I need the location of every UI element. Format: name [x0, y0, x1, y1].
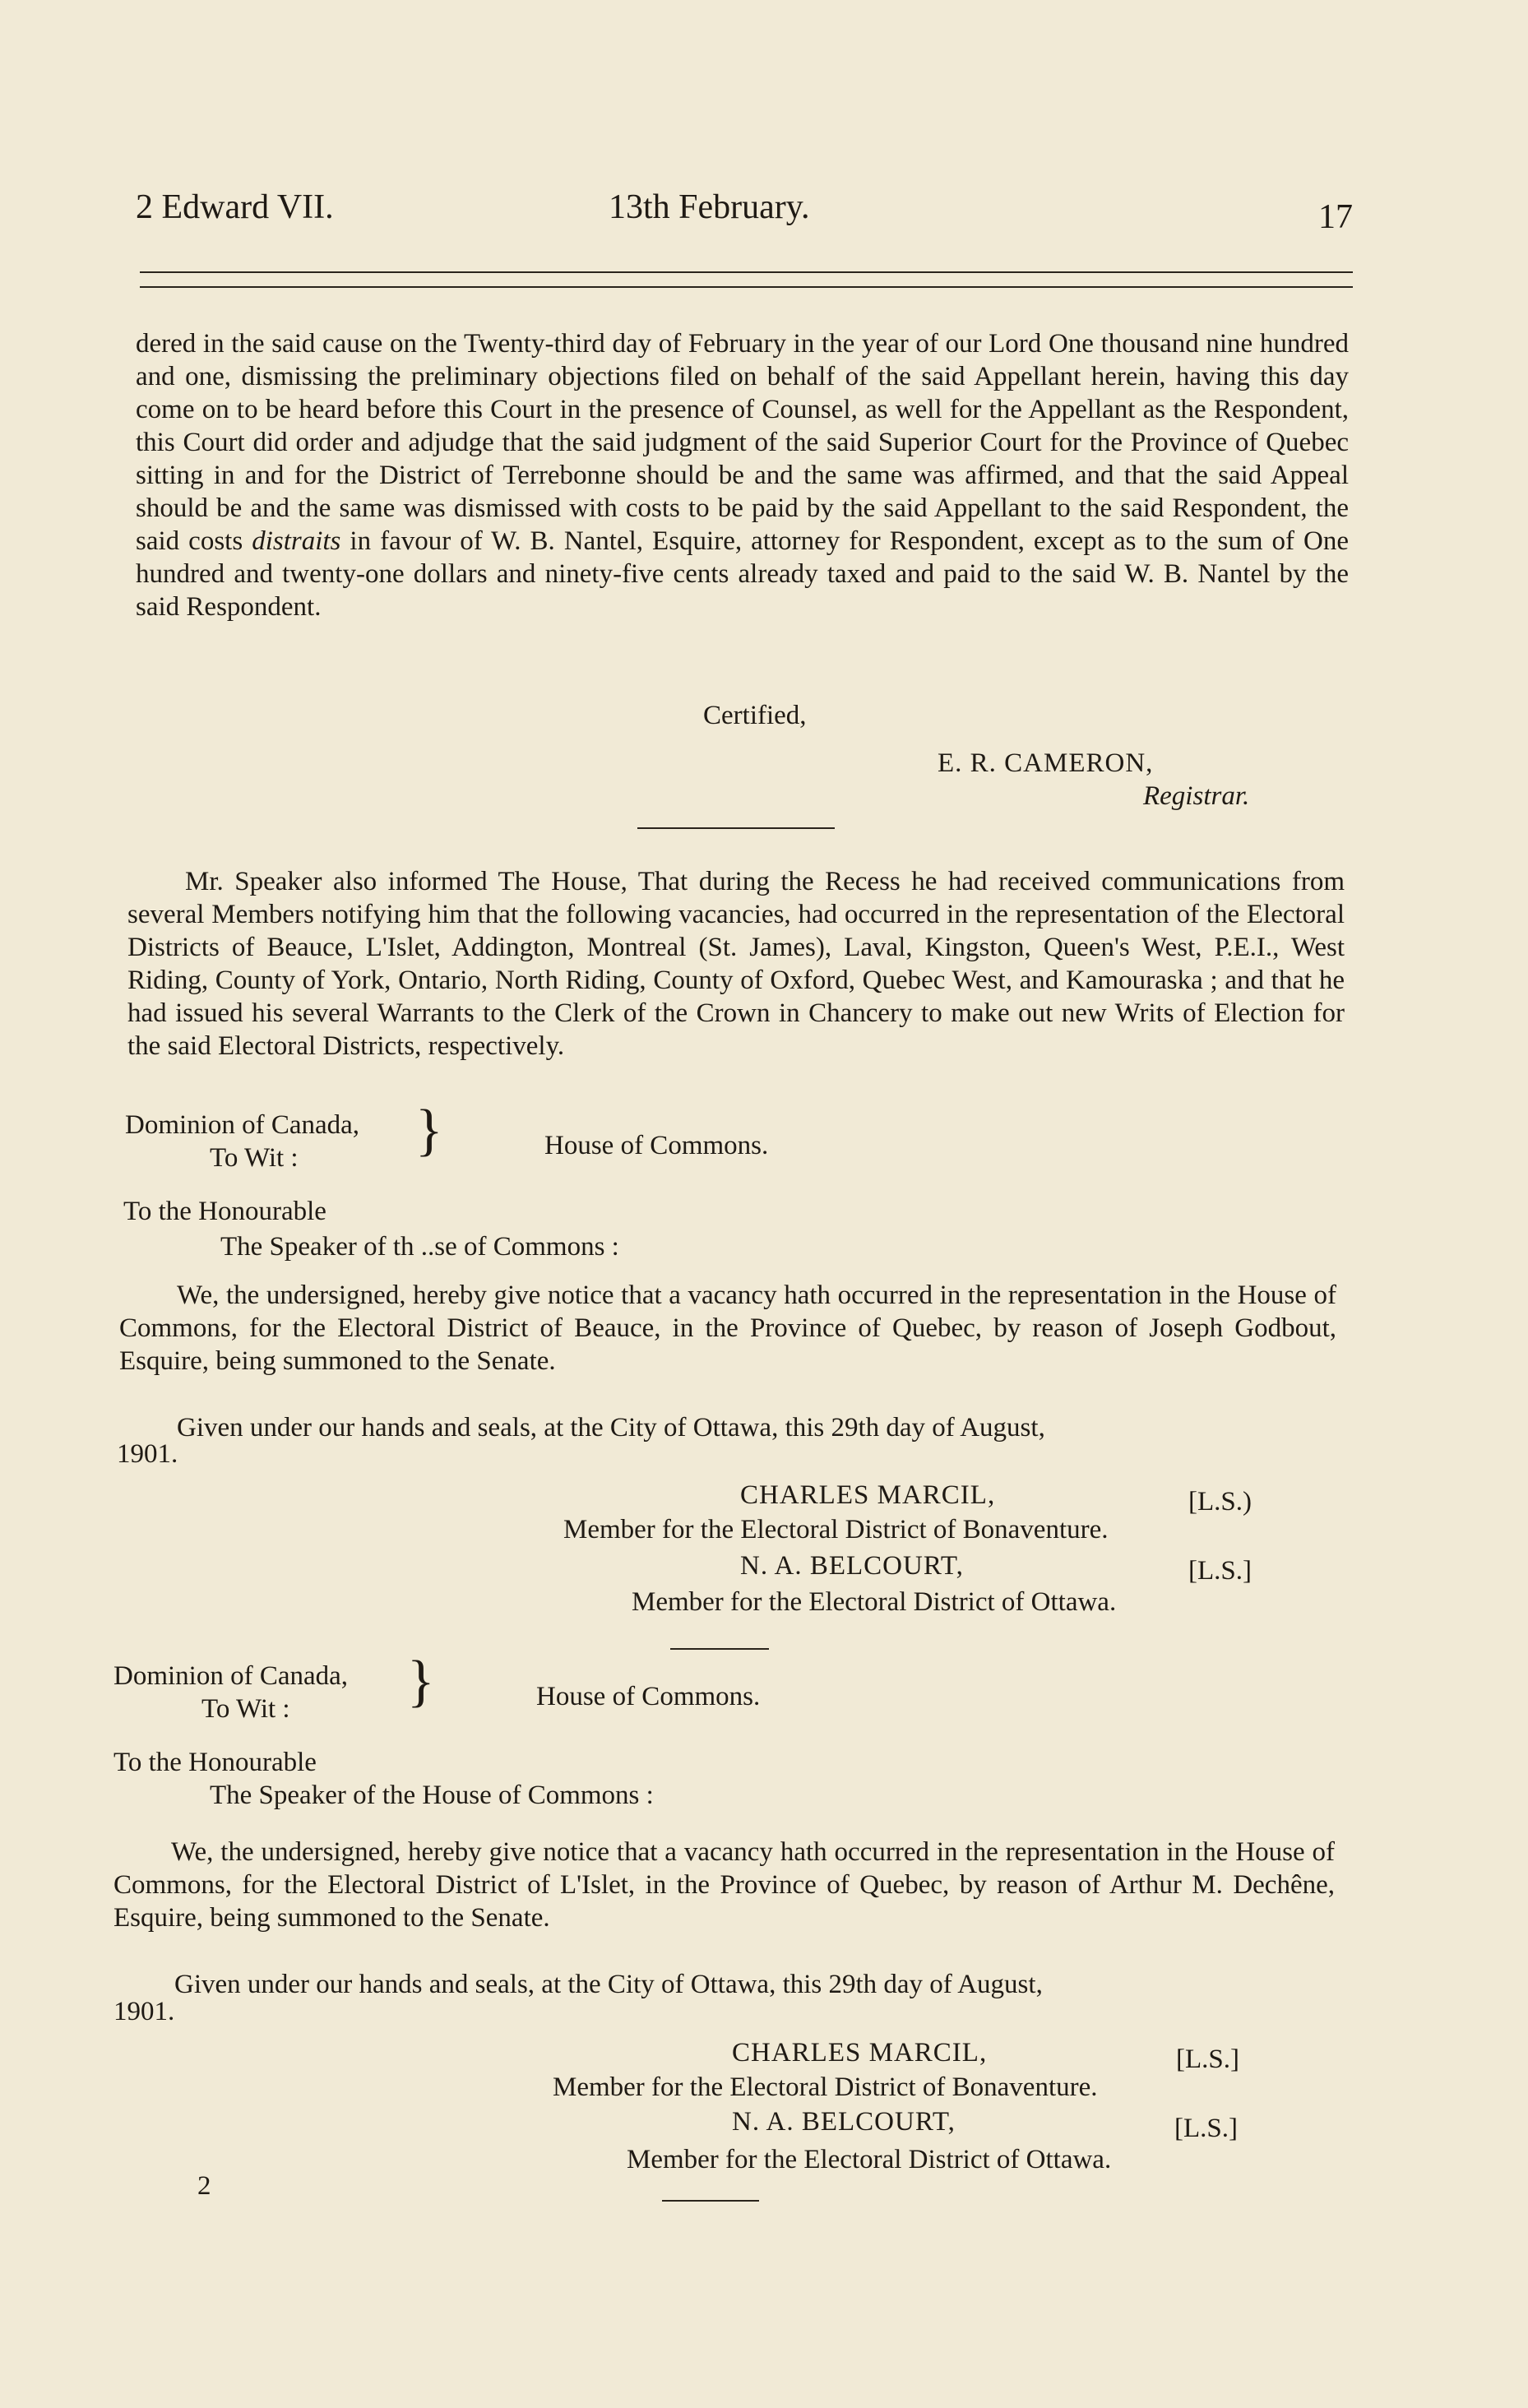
- notice1-speaker: The Speaker of th ..se of Commons :: [220, 1232, 619, 1262]
- notice1-sig2-member: Member for the Electoral District of Ottawa.: [632, 1587, 1117, 1617]
- notice2-sig1-name: CHARLES MARCIL,: [732, 2038, 988, 2068]
- notice1-house: House of Commons.: [544, 1131, 769, 1160]
- registrar-title: Registrar.: [1143, 781, 1250, 811]
- speaker-paragraph: Mr. Speaker also informed The House, That during the Recess he had received communications from several Members notifying him that the following vacancies, had occurred in the representation of the Electoral Districts of Beauce, L'Islet, Addington, Montreal (St. James), Laval, Kingston, Queen's West, P.E.I., West Riding, County of York, Ontario, North Riding, County of Oxford, Quebec West, and Kamouraska ; and that he had issued his several Warrants to the Clerk of the Crown in Chancery to make out new Writs of Election for the said Electoral Districts, respectively.: [127, 867, 1345, 1061]
- notice2-dominion: Dominion of Canada,: [113, 1661, 349, 1691]
- notice2-speaker: The Speaker of the House of Commons :: [210, 1781, 654, 1810]
- notice1-sig2-seal: [L.S.]: [1188, 1556, 1252, 1586]
- italic-term: distraits: [252, 526, 341, 556]
- notice2-to-honourable: To the Honourable: [113, 1748, 317, 1777]
- notice2-given: Given under our hands and seals, at the City of Ottawa, this 29th day of August,: [174, 1970, 1043, 1999]
- notice1-sig1-seal: [L.S.): [1188, 1487, 1252, 1517]
- notice1-sig1-member: Member for the Electoral District of Bonaventure.: [563, 1515, 1109, 1544]
- page-header: [136, 188, 1353, 237]
- notice1-to-wit: To Wit :: [210, 1143, 299, 1173]
- certified-label: Certified,: [703, 701, 807, 730]
- header-date: 13th February.: [609, 188, 810, 226]
- notice2-to-wit: To Wit :: [201, 1694, 290, 1724]
- header-regnal-year: 2 Edward VII.: [136, 188, 334, 226]
- judgment-paragraph: dered in the said cause on the Twenty-third day of February in the year of our Lord One thousand nine hundred and one, dismissing the preliminary objections filed on behalf of the said Appellant herein, having this day come on to be heard before this Court in the presence of Counsel, as well for the Appellant as the Respondent, this Court did order and adjudge that the said judgment of the said Superior Court for the Province of Quebec sitting in and for the District of Terrebonne should be and the same was affirmed, and that the said Appeal should be and the same was dismissed with costs to be paid by the said Appellant to the said Respondent, the said costs distraits in favour of W. B. Nantel, Esquire, attorney for Respondent, except as to the sum of One hundred and twenty-one dollars and ninety-five cents already taxed and paid to the said W. B. Nantel by the said Respondent.: [136, 329, 1349, 622]
- notice2-body: We, the undersigned, hereby give notice that a vacancy hath occurred in the representation in the House of Commons, for the Electoral District of L'Islet, in the Province of Quebec, by reason of Arthur M. Dechêne, Esquire, being summoned to the Senate.: [113, 1837, 1335, 1933]
- notice1-body: We, the undersigned, hereby give notice that a vacancy hath occurred in the representation in the House of Commons, for the Electoral District of Beauce, in the Province of Quebec, by reason of Joseph Godbout, Esquire, being summoned to the Senate.: [119, 1280, 1336, 1376]
- notice2-sig2-name: N. A. BELCOURT,: [732, 2107, 956, 2137]
- notice1-brace: }: [415, 1099, 443, 1162]
- registrar-name: E. R. CAMERON,: [938, 748, 1154, 778]
- header-rule-bottom: [140, 286, 1353, 288]
- page-number: 17: [1318, 198, 1353, 236]
- notice1-sig1-name: CHARLES MARCIL,: [740, 1480, 996, 1510]
- notice1-year: 1901.: [117, 1439, 178, 1469]
- notice2-sig2-member: Member for the Electoral District of Ottawa.: [627, 2145, 1112, 2174]
- notice1-sig2-name: N. A. BELCOURT,: [740, 1551, 964, 1581]
- notice2-brace: }: [407, 1650, 435, 1713]
- notice2-sig1-member: Member for the Electoral District of Bonaventure.: [553, 2072, 1098, 2102]
- notice2-year: 1901.: [113, 1997, 175, 2026]
- header-rule-top: [140, 271, 1353, 273]
- notice1-dominion: Dominion of Canada,: [125, 1110, 360, 1140]
- section-divider: [637, 827, 835, 829]
- notice-divider: [670, 1648, 769, 1650]
- notice2-sig2-seal: [L.S.]: [1174, 2114, 1238, 2143]
- notice1-to-honourable: To the Honourable: [123, 1197, 326, 1226]
- notice2-house: House of Commons.: [536, 1682, 761, 1711]
- notice1-given: Given under our hands and seals, at the City of Ottawa, this 29th day of August,: [177, 1413, 1045, 1442]
- notice2-sig1-seal: [L.S.]: [1176, 2044, 1239, 2074]
- footer-rule: [662, 2200, 759, 2202]
- signature-mark: 2: [197, 2171, 211, 2201]
